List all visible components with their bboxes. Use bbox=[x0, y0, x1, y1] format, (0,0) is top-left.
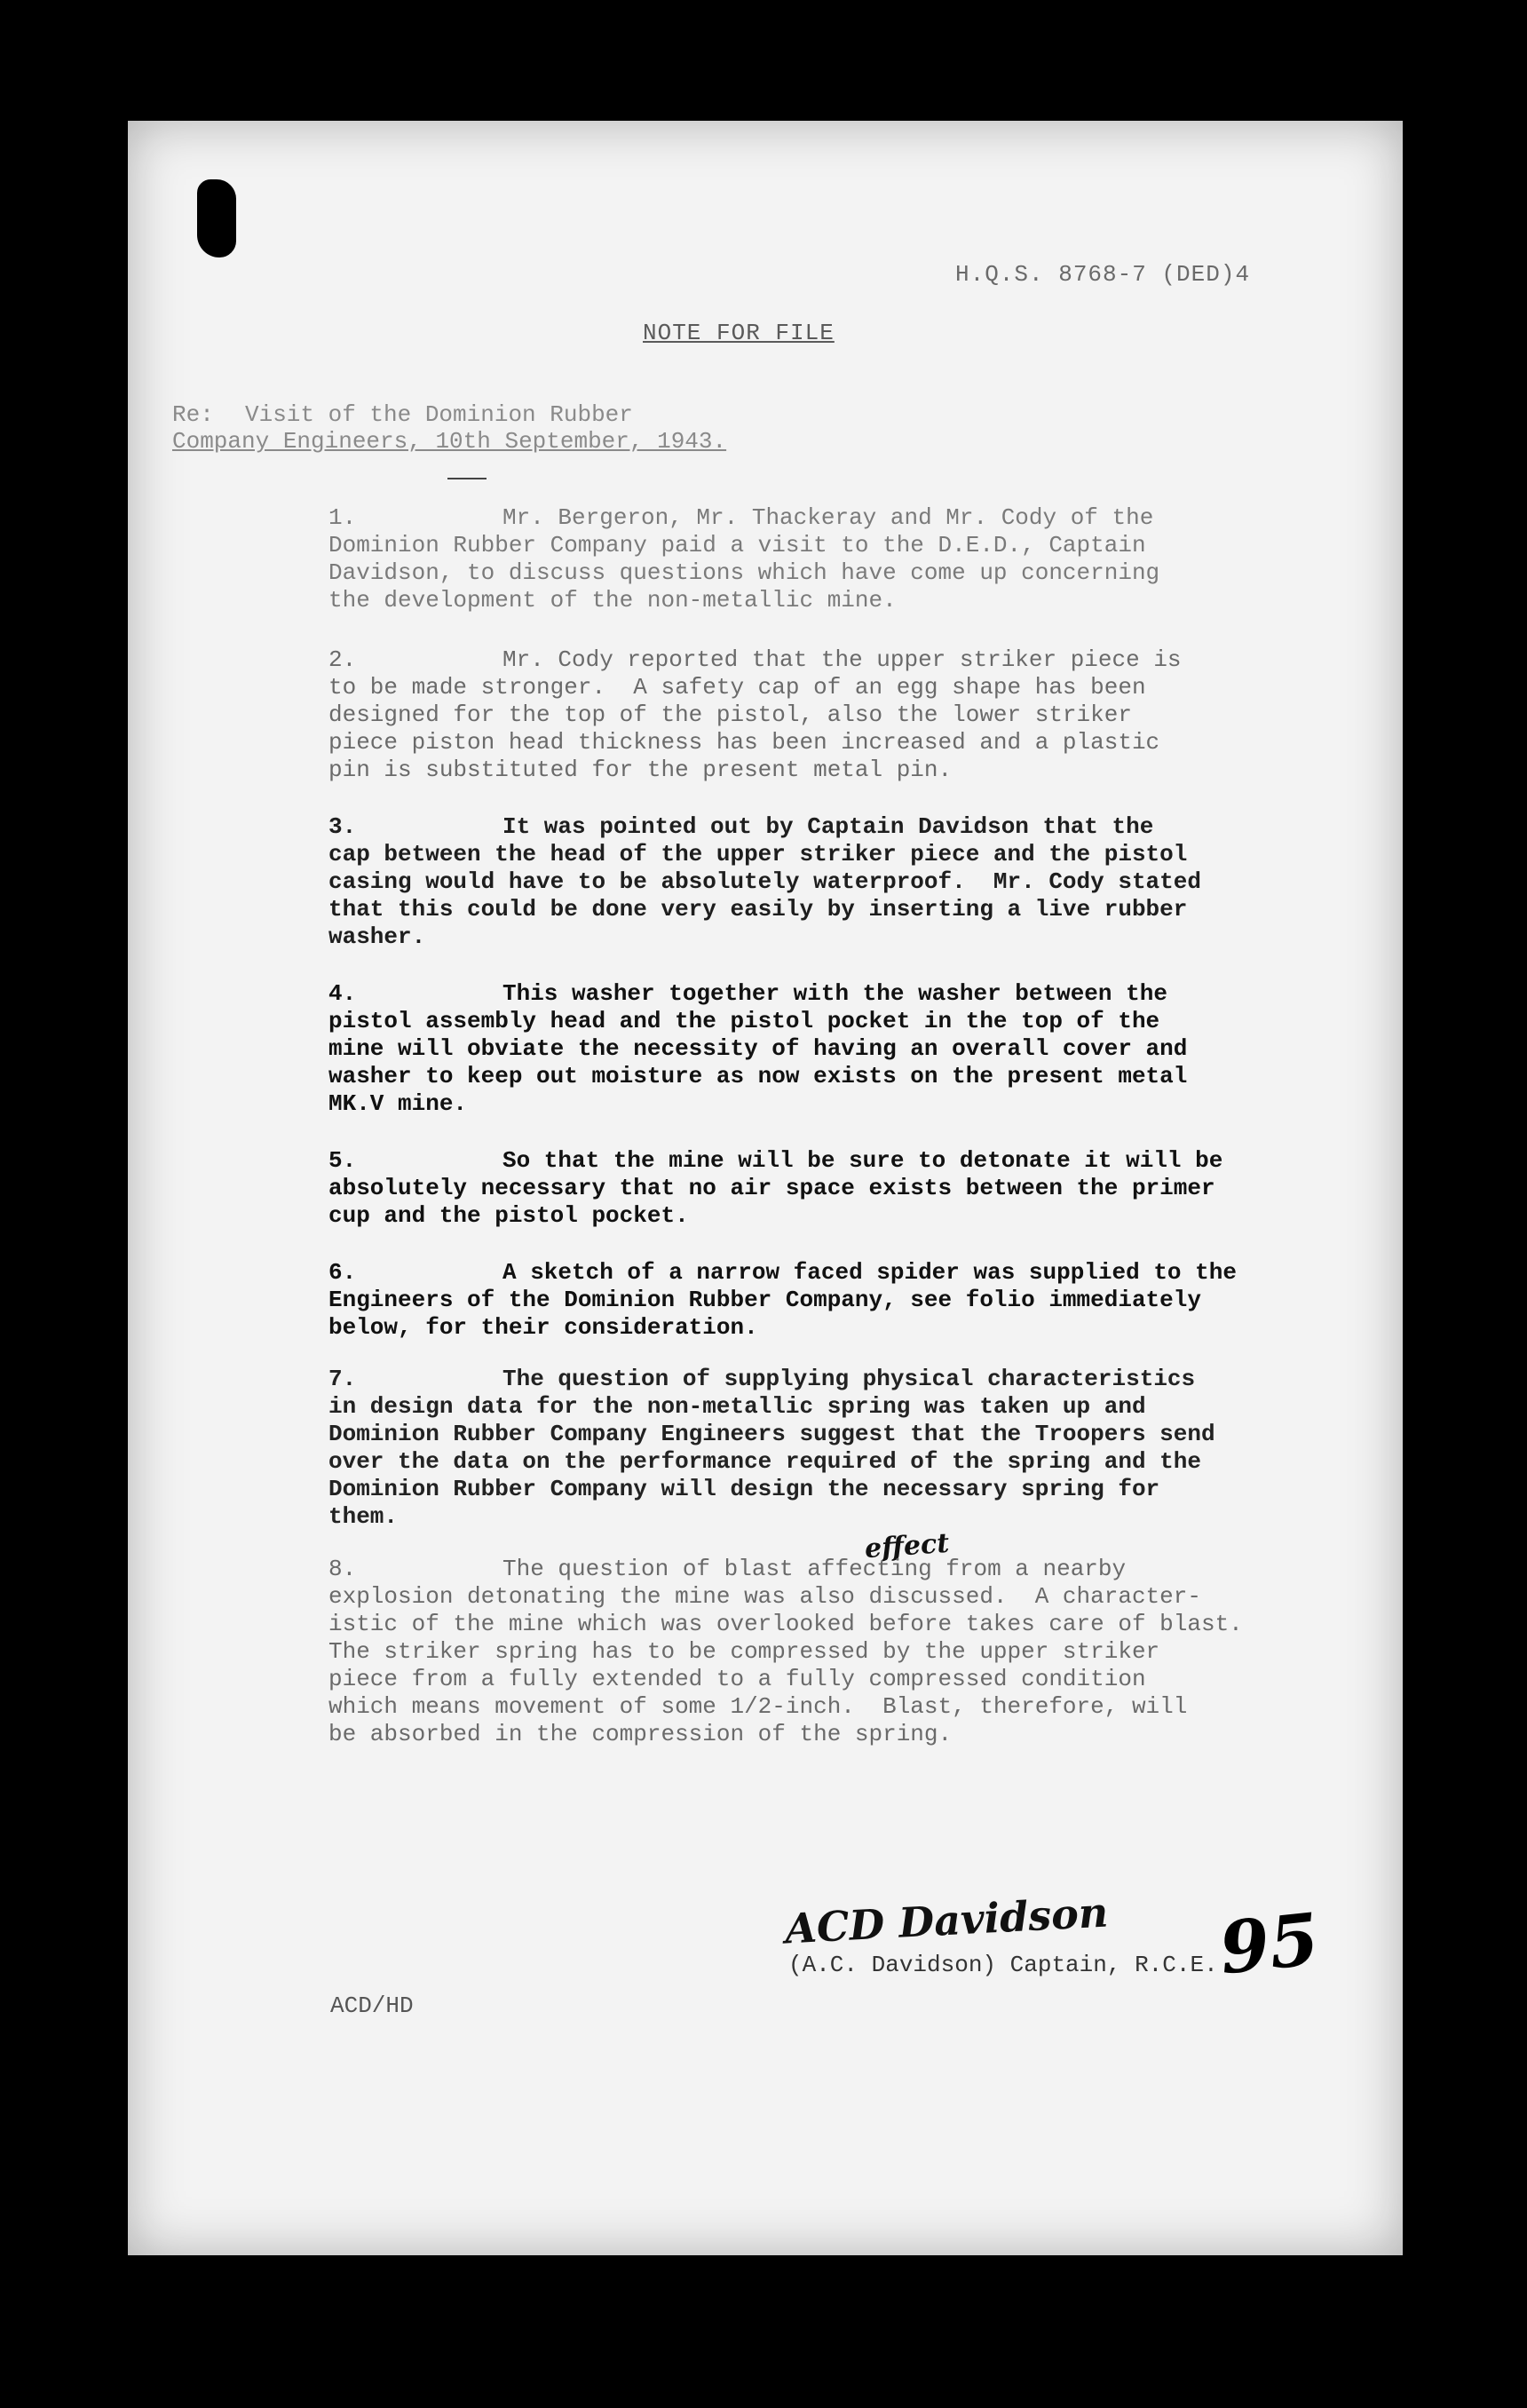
paragraph-line: pin is substituted for the present metal pin. bbox=[328, 756, 953, 783]
paragraph-line: Engineers of the Dominion Rubber Company, see folio immediately bbox=[328, 1287, 1201, 1313]
document-heading: NOTE FOR FILE bbox=[643, 320, 835, 346]
paragraph-line: which means movement of some 1/2-inch. Blast, therefore, will bbox=[328, 1693, 1188, 1720]
paragraph-line: istic of the mine which was overlooked before takes care of blast. bbox=[328, 1611, 1243, 1637]
paragraph-line: Dominion Rubber Company will design the necessary spring for bbox=[328, 1476, 1160, 1502]
paragraph-line: Mr. Cody reported that the upper striker piece is bbox=[502, 646, 1182, 673]
paragraph-5 bbox=[328, 1147, 1349, 1230]
paragraph-number: 5. bbox=[328, 1147, 357, 1174]
handwritten-insert: effect bbox=[863, 1527, 951, 1565]
paragraph-number: 2. bbox=[328, 646, 357, 673]
paragraph-line: designed for the top of the pistol, also the lower striker bbox=[328, 701, 1132, 728]
paragraph-number: 7. bbox=[328, 1366, 357, 1392]
subject-line-1: Visit of the Dominion Rubber bbox=[245, 401, 633, 428]
paragraph-6 bbox=[328, 1259, 1349, 1342]
paragraph-line: cap between the head of the upper striker piece and the pistol bbox=[328, 841, 1188, 867]
paragraph-number: 8. bbox=[328, 1556, 357, 1582]
paragraph-3 bbox=[328, 813, 1349, 951]
paragraph-line: So that the mine will be sure to detonate it will be bbox=[502, 1147, 1223, 1174]
paragraph-line: absolutely necessary that no air space exists between the primer bbox=[328, 1175, 1215, 1201]
paragraph-line: over the data on the performance required of the spring and the bbox=[328, 1448, 1201, 1475]
paragraph-line: MK.V mine. bbox=[328, 1090, 468, 1117]
paragraph-line: that this could be done very easily by inserting a live rubber bbox=[328, 896, 1188, 923]
paragraph-number: 1. bbox=[328, 504, 357, 531]
paragraph-line: This washer together with the washer between the bbox=[502, 980, 1167, 1007]
file-reference: H.Q.S. 8768-7 (DED)4 bbox=[955, 261, 1251, 288]
paragraph-line: in design data for the non-metallic spring was taken up and bbox=[328, 1393, 1146, 1420]
paragraph-line: Mr. Bergeron, Mr. Thackeray and Mr. Cody of the bbox=[502, 504, 1154, 531]
paragraph-line: piece piston head thickness has been increased and a plastic bbox=[328, 729, 1160, 756]
paragraph-line: mine will obviate the necessity of having an overall cover and bbox=[328, 1035, 1188, 1062]
subject-line-2: Company Engineers, 10th September, 1943. bbox=[172, 428, 727, 455]
paragraph-1 bbox=[328, 504, 1349, 614]
separator-dash bbox=[447, 478, 487, 479]
punch-hole bbox=[197, 179, 236, 257]
handwritten-signature: ACD Davidson bbox=[783, 1888, 1110, 1953]
paragraph-line: be absorbed in the compression of the spring. bbox=[328, 1721, 953, 1747]
paragraph-line: The striker spring has to be compressed by the upper striker bbox=[328, 1638, 1160, 1665]
paragraph-number: 6. bbox=[328, 1259, 357, 1286]
paragraph-line: Davidson, to discuss questions which have come up concerning bbox=[328, 559, 1160, 586]
paragraph-line: piece from a fully extended to a fully compressed condition bbox=[328, 1666, 1146, 1692]
document-page bbox=[128, 121, 1403, 2255]
paragraph-line: washer to keep out moisture as now exists on the present metal bbox=[328, 1063, 1188, 1089]
paragraph-line: cup and the pistol pocket. bbox=[328, 1202, 689, 1229]
paragraph-line: A sketch of a narrow faced spider was supplied to the bbox=[502, 1259, 1237, 1286]
paragraph-line: explosion detonating the mine was also discussed. A character- bbox=[328, 1583, 1201, 1610]
paragraph-number: 4. bbox=[328, 980, 357, 1007]
paragraph-line: The question of supplying physical characteristics bbox=[502, 1366, 1196, 1392]
paragraph-line: pistol assembly head and the pistol pocket in the top of the bbox=[328, 1008, 1160, 1034]
paragraph-line: The question of blast affecting from a nearby bbox=[502, 1556, 1127, 1582]
paragraph-4 bbox=[328, 980, 1349, 1118]
paragraph-line: It was pointed out by Captain Davidson that the bbox=[502, 813, 1154, 840]
typist-initials: ACD/HD bbox=[330, 1992, 414, 2019]
paragraph-line: casing would have to be absolutely waterproof. Mr. Cody stated bbox=[328, 868, 1201, 895]
paragraph-7 bbox=[328, 1366, 1349, 1531]
paragraph-2 bbox=[328, 646, 1349, 784]
paragraph-line: the development of the non-metallic mine. bbox=[328, 587, 897, 614]
paragraph-line: below, for their consideration. bbox=[328, 1314, 758, 1341]
paragraph-line: to be made stronger. A safety cap of an egg shape has been bbox=[328, 674, 1146, 701]
paragraph-line: Dominion Rubber Company paid a visit to the D.E.D., Captain bbox=[328, 532, 1146, 558]
paragraph-number: 3. bbox=[328, 813, 357, 840]
paragraph-line: washer. bbox=[328, 923, 426, 950]
paragraph-line: Dominion Rubber Company Engineers suggest that the Troopers send bbox=[328, 1421, 1215, 1447]
paragraph-8 bbox=[328, 1556, 1349, 1748]
paragraph-line: them. bbox=[328, 1503, 399, 1530]
signature-caption: (A.C. Davidson) Captain, R.C.E. bbox=[788, 1952, 1218, 1978]
subject-label: Re: bbox=[172, 401, 214, 428]
folio-number: 95 bbox=[1215, 1897, 1323, 1991]
